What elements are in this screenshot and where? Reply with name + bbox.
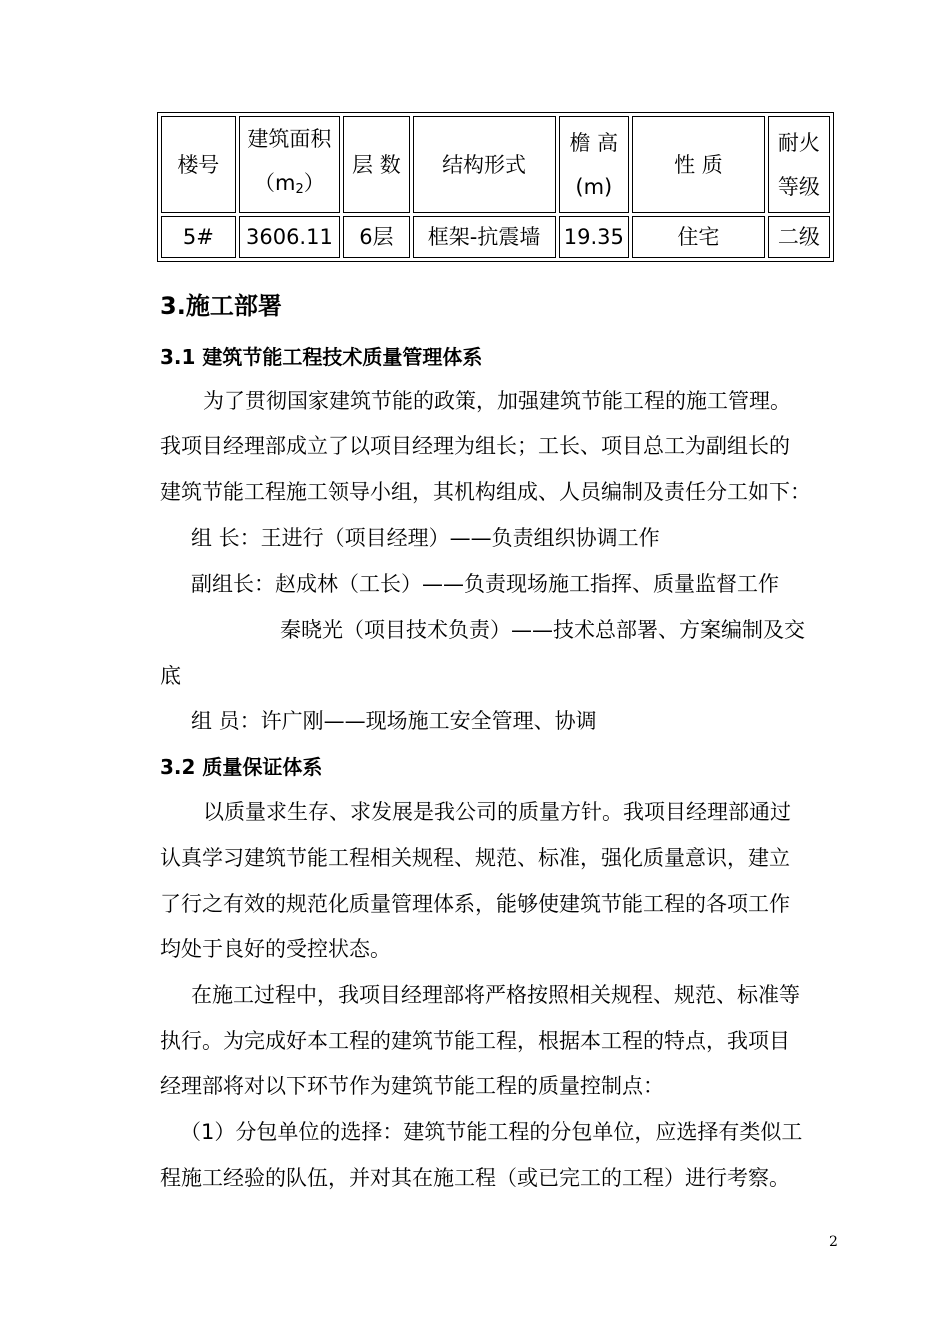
header-fire-rating: 耐火 等级 [768,116,830,213]
paragraph-line: 秦晓光（项目技术负责）——技术总部署、方案编制及交 [280,618,805,642]
paragraph-line: 在施工过程中，我项目经理部将严格按照相关规程、规范、标准等 [191,983,800,1007]
header-floors: 层 数 [343,116,409,213]
paragraph-line: （1）分包单位的选择：建筑节能工程的分包单位，应选择有类似工 [180,1120,803,1144]
header-building-no: 楼号 [161,116,236,213]
table-cell: 3606.11 [239,216,341,258]
table-row [161,216,830,258]
table-cell: 框架-抗震墙 [413,216,556,258]
paragraph-line: 了行之有效的规范化质量管理体系，能够使建筑节能工程的各项工作 [160,892,790,916]
table-cell: 住宅 [632,216,765,258]
paragraph-line: 副组长：赵成林（工长）——负责现场施工指挥、质量监督工作 [191,572,779,596]
header-floor-area: 建筑面积 $(m_2)$ [239,116,341,213]
table-cell: 19.35 [559,216,629,258]
paragraph-line: 以质量求生存、求发展是我公司的质量方针。我项目经理部通过 [203,800,791,824]
paragraph-line: 执行。为完成好本工程的建筑节能工程，根据本工程的特点，我项目 [160,1029,790,1053]
section-3-heading: 3.施工部署 [160,292,282,320]
paragraph-line: 认真学习建筑节能工程相关规程、规范、标准，强化质量意识，建立 [160,846,790,870]
paragraph-line: 组 员：许广刚——现场施工安全管理、协调 [191,709,597,733]
header-structure: 结构形式 [413,116,556,213]
paragraph-line: 建筑节能工程施工领导小组，其机构组成、人员编制及责任分工如下： [160,480,811,504]
table-header-row [161,116,830,213]
table-cell: 6层 [343,216,409,258]
header-eave-height: 檐 高 (m) [559,116,629,213]
paragraph-line: 均处于良好的受控状态。 [160,937,391,961]
section-3-1-heading: 3.1 建筑节能工程技术质量管理体系 [160,345,483,369]
header-nature: 性 质 [632,116,765,213]
building-info-table [157,112,834,262]
paragraph-line: 程施工经验的队伍，并对其在施工程（或已完工的工程）进行考察。 [160,1166,790,1190]
paragraph-line: 为了贯彻国家建筑节能的政策，加强建筑节能工程的施工管理。 [203,389,791,413]
table-cell: 5# [161,216,236,258]
table-cell: 二级 [768,216,830,258]
paragraph-line: 底 [160,664,181,688]
page-number: 2 [829,1234,838,1250]
paragraph-line: 经理部将对以下环节作为建筑节能工程的质量控制点： [160,1074,664,1098]
paragraph-line: 我项目经理部成立了以项目经理为组长；工长、项目总工为副组长的 [160,434,790,458]
paragraph-line: 组 长：王进行（项目经理）——负责组织协调工作 [191,526,660,550]
section-3-2-heading: 3.2 质量保证体系 [160,755,323,779]
